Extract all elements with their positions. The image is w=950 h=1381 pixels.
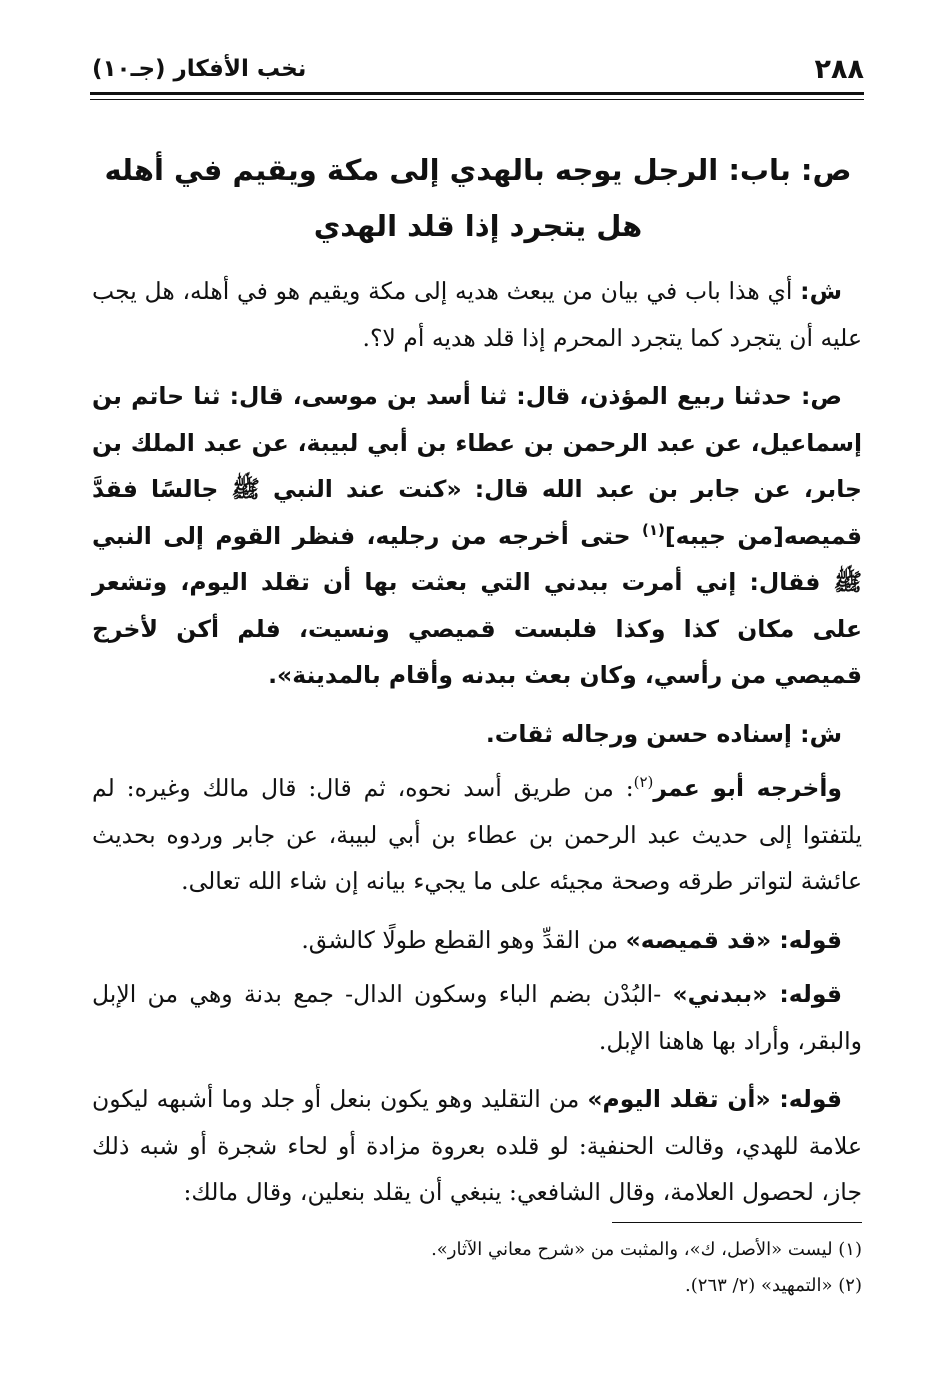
qawluhu-text-1: من القدِّ وهو القطع طولًا كالشق. bbox=[301, 925, 626, 954]
chapter-heading-line-1: ص: باب: الرجل يوجه بالهدي إلى مكة ويقيم في أهله bbox=[104, 153, 852, 187]
running-head bbox=[92, 52, 864, 96]
paragraph-hadith bbox=[92, 373, 862, 699]
isnad-text: ش: إسناده حسن ورجاله ثقات. bbox=[485, 719, 842, 748]
footnotes bbox=[92, 1232, 862, 1304]
footnote-1: (١) ليست «الأصل، ك»، والمثبت من «شرح معاني الآثار». bbox=[431, 1239, 862, 1260]
footnote-2: (٢) «التمهيد» (٢/ ٢٦٣). bbox=[685, 1275, 862, 1296]
takhrij-text: : من طريق أسد نحوه، ثم قال: قال مالك وغيره: لم يلتفتوا إلى حديث عبد الرحمن بن عطاء بن أبي لبيبة، عن جابر وردوه بحديث عائشة لتواتر طرقه وصحة مجيئه على ما يجيء بيانه إن شاء الله تعالى. bbox=[92, 774, 862, 895]
footnote-ref-2[interactable]: (٢) bbox=[633, 773, 654, 792]
qawluhu-text-3: من التقليد وهو يكون بنعل أو جلد وما أشبهه ليكون علامة للهدي، وقالت الحنفية: لو قلده بعروة مزادة أو لحاء شجرة أو شبه ذلك جاز، لحصول العلامة، وقال الشافعي: ينبغي أن يقلد بنعلين، وقال مالك: bbox=[92, 1085, 862, 1206]
hadith-text-b: حتى أخرجه من رجليه، فنظر القوم إلى النبي ﷺ فقال: إني أمرت ببدني التي بعثت بها أن تقلد اليوم، وتشعر على مكان كذا وكذا فلبست قميصي ونسيت، فلم أكن لأخرج قميصي من رأسي، وكان بعث ببدنه وأقام بالمدينة». bbox=[92, 521, 862, 689]
paragraph-takhrij bbox=[92, 765, 862, 905]
paragraph-qawluhu-1 bbox=[92, 917, 862, 964]
takhrij-label: وأخرجه أبو عمر bbox=[653, 774, 842, 802]
sharh-label: ش: bbox=[800, 277, 842, 305]
paragraph-text: أي هذا باب في بيان من يبعث هديه إلى مكة ويقيم هو في أهله، هل يجب عليه أن يتجرد كما يتجرد المحرم إذا قلد هديه أم لا؟. bbox=[92, 277, 862, 352]
paragraph-qawluhu-2 bbox=[92, 971, 862, 1064]
qawluhu-label-3: قوله: «أن تقلد اليوم» bbox=[587, 1085, 842, 1113]
body-text bbox=[92, 268, 862, 1228]
paragraph-qawluhu-3 bbox=[92, 1076, 862, 1216]
header-rule-thin bbox=[90, 99, 864, 100]
paragraph-isnad bbox=[92, 711, 862, 758]
page-number: ٢٨٨ bbox=[814, 54, 864, 85]
hadith-text-a: ص: حدثنا ربيع المؤذن، قال: ثنا أسد بن موسى، قال: ثنا حاتم بن إسماعيل، عن عبد الرحمن بن عطاء بن أبي لبيبة، عن عبد الملك بن جابر، عن جابر بن عبد الله قال: «كنت عند النبي ﷺ جالسًا فقدَّ قميصه[من جيبه] bbox=[92, 382, 862, 550]
header-rule-thick bbox=[90, 92, 864, 95]
chapter-heading bbox=[92, 142, 864, 254]
qawluhu-label-2: قوله: «ببدني» bbox=[672, 980, 842, 1008]
book-title: نخب الأفكار (جـ١٠) bbox=[92, 56, 307, 82]
footnote-ref-1[interactable]: (١) bbox=[641, 520, 665, 539]
chapter-heading-line-2: هل يتجرد إذا قلد الهدي bbox=[313, 209, 643, 243]
footnote-separator bbox=[612, 1222, 862, 1223]
qawluhu-label-1: قوله: «قد قميصه» bbox=[625, 925, 842, 954]
paragraph-explanation bbox=[92, 268, 862, 361]
qawluhu-text-2: -البُدْن بضم الباء وسكون الدال- جمع بدنة وهي من الإبل والبقر، وأراد بها هاهنا الإبل. bbox=[92, 980, 862, 1055]
